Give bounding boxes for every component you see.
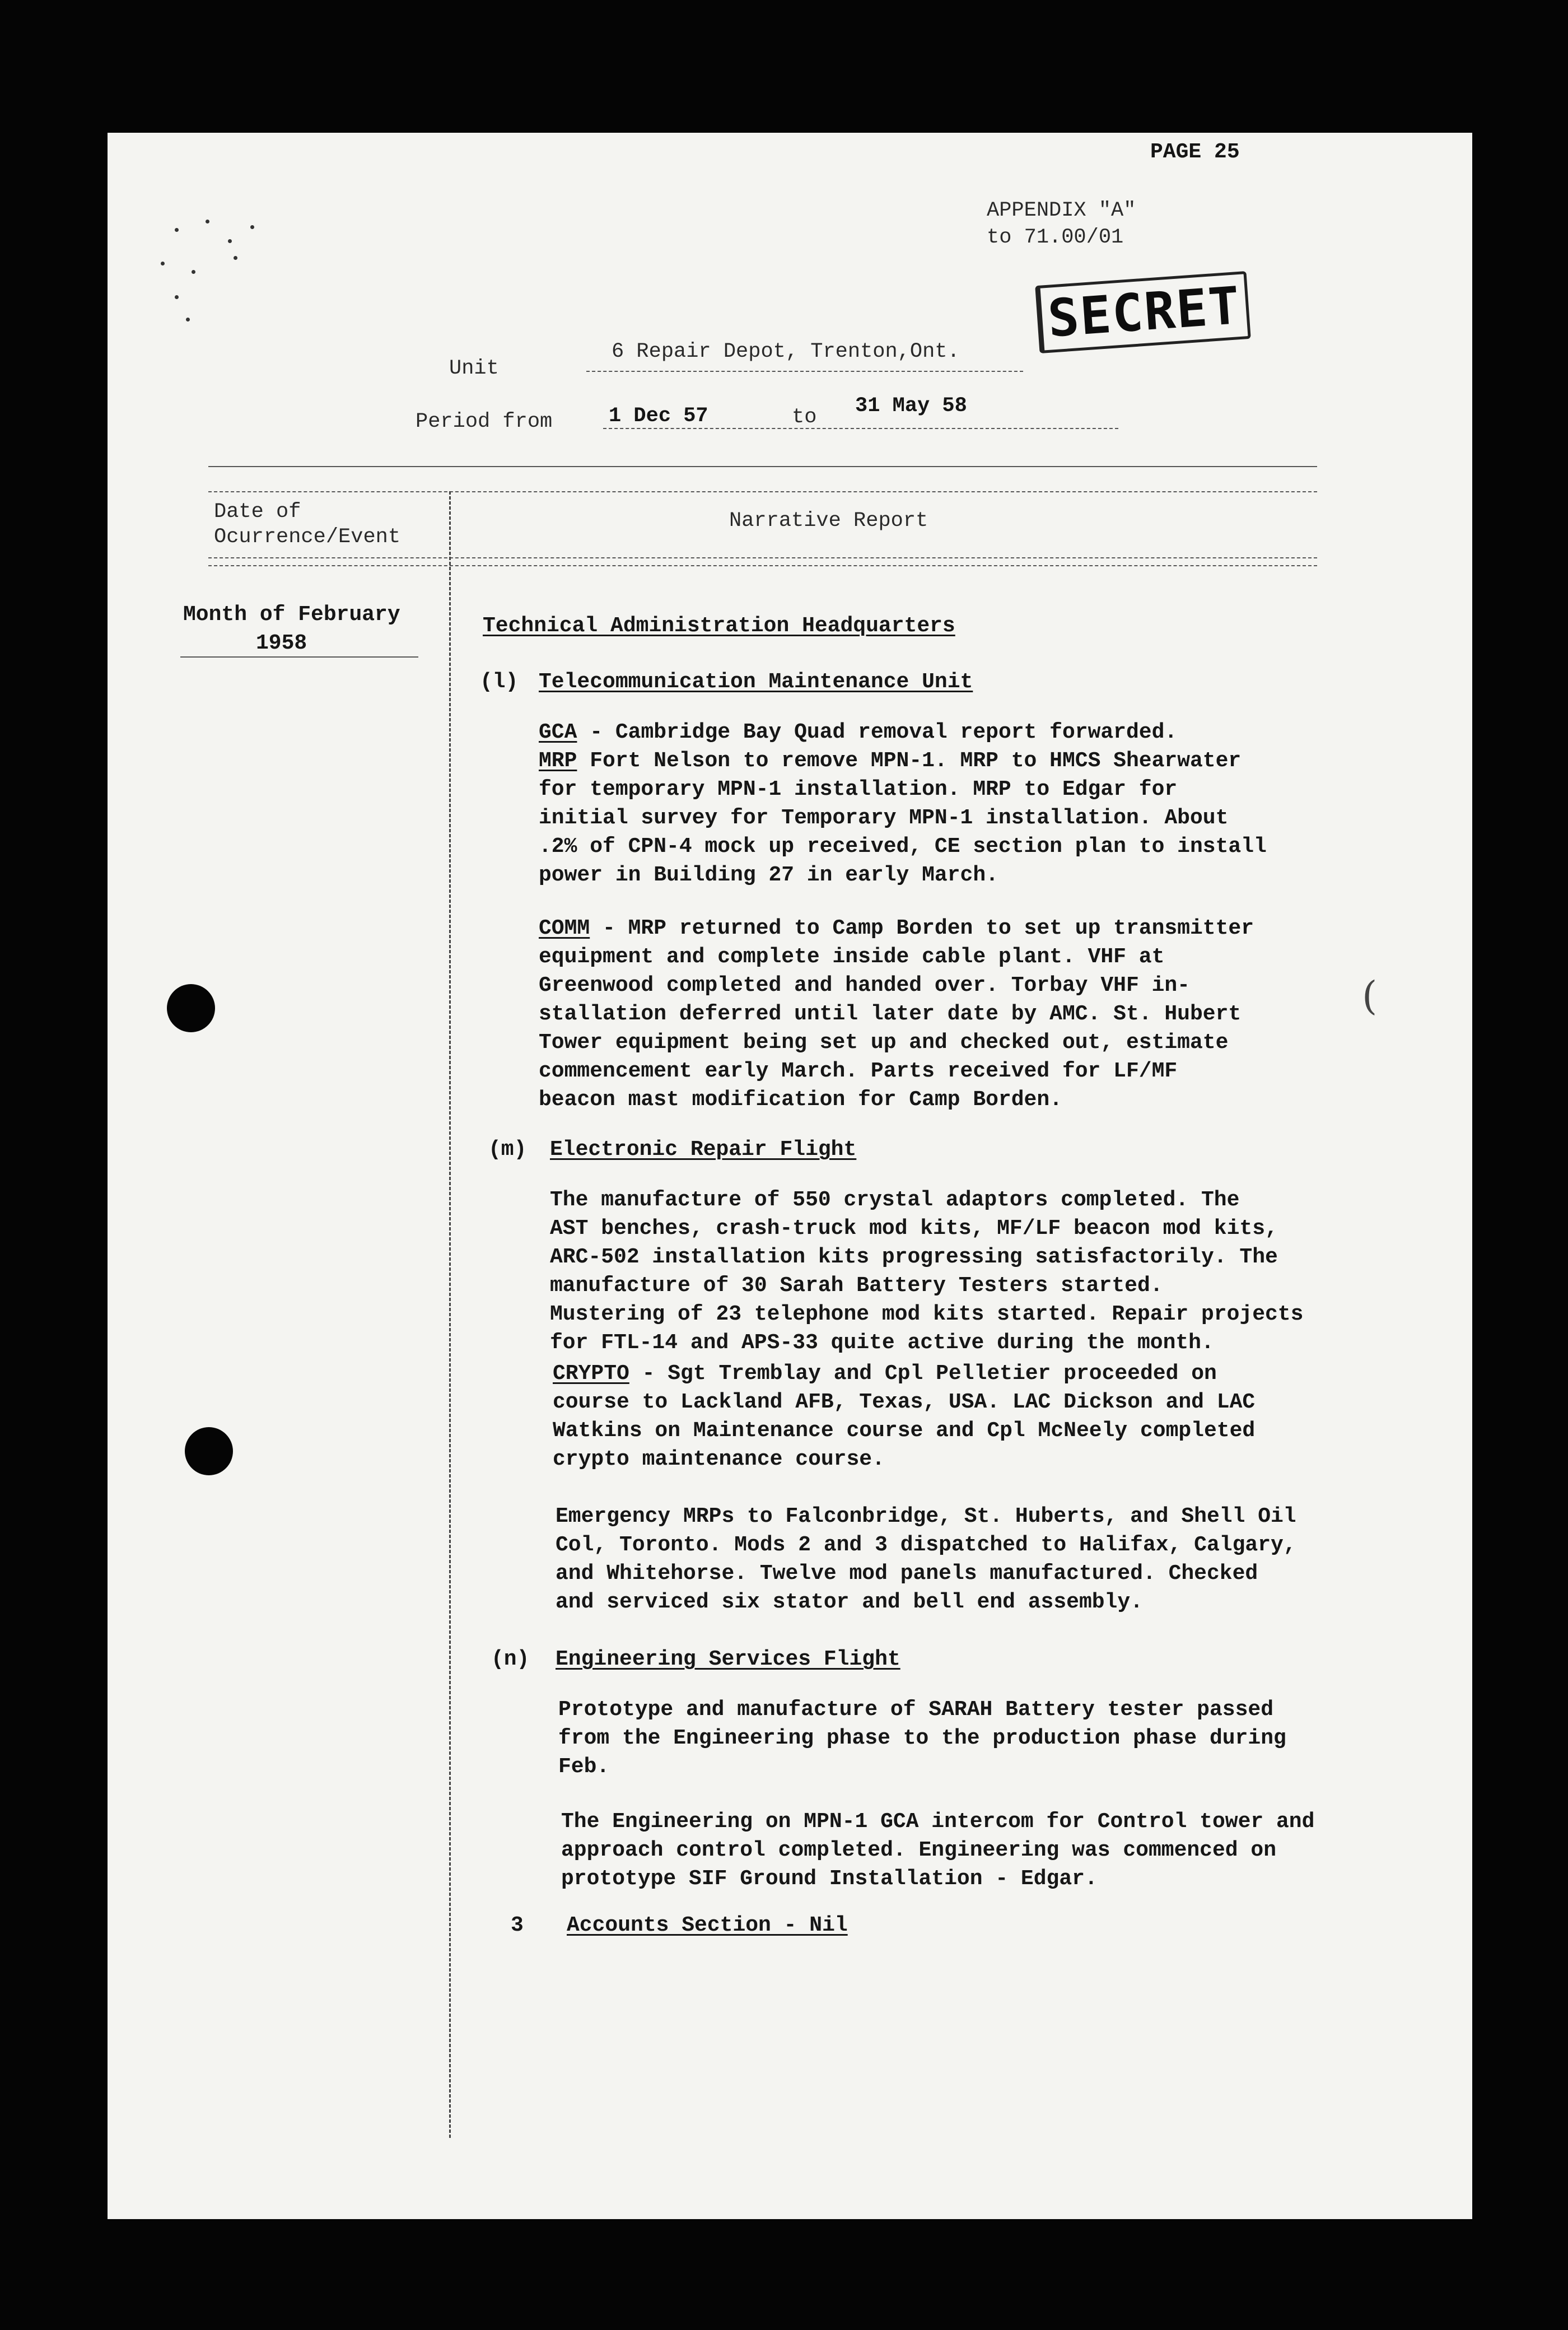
ink-speck — [250, 225, 254, 229]
section-l-marker: (l) — [480, 670, 519, 694]
section-n-marker: (n) — [491, 1647, 530, 1671]
margin-pencil-mark: ( — [1362, 973, 1378, 1019]
column-header-rule-bottom — [208, 557, 1317, 558]
period-to-label: to — [792, 406, 817, 429]
unit-label: Unit — [449, 357, 499, 380]
period-label: Period from — [416, 410, 553, 434]
document-page — [108, 133, 1472, 2219]
section-n-paragraph-2: The Engineering on MPN-1 GCA intercom for Control tower and approach control completed. Engineering was commenced on prototype SIF Ground Installation - Edgar. — [561, 1810, 1315, 1891]
section-m-title: Electronic Repair Flight — [550, 1138, 857, 1162]
column-date-header: Date of Ocurrence/Event — [214, 500, 401, 549]
period-underline — [603, 428, 1118, 429]
column-narrative-header: Narrative Report — [729, 509, 928, 533]
ink-speck — [186, 318, 190, 321]
page-number: PAGE 25 — [1150, 140, 1240, 164]
section-m-paragraph-3: Emergency MRPs to Falconbridge, St. Huberts, and Shell Oil Col, Toronto. Mods 2 and 3 dispatched to Halifax, Calgary, and Whitehorse. Twelve mod panels manufactured. Checked and serviced six stator and bell end assembly. — [556, 1504, 1296, 1614]
ink-speck — [175, 295, 179, 299]
period-from-value: 1 Dec 57 — [609, 404, 708, 428]
section-m-paragraph-2: CRYPTO - Sgt Tremblay and Cpl Pelletier proceeded on course to Lackland AFB, Texas, USA. LAC Dickson and LAC Watkins on Maintenance course and Cpl McNeely completed crypto maintenance course. — [553, 1362, 1256, 1471]
main-heading: Technical Administration Headquarters — [483, 614, 955, 638]
section-l-paragraph-1: GCA - Cambridge Bay Quad removal report forwarded. MRP Fort Nelson to remove MPN-1. MRP to HMCS Shearwater for temporary MPN-1 installation. MRP to Edgar for initial survey for Temporary MPN-1 installation. About .2% of CPN-4 mock up received, CE section plan to install power in Building 27 in early March. — [539, 720, 1267, 887]
ink-speck — [206, 220, 209, 223]
column-header-rule-bottom-2 — [208, 565, 1317, 566]
column-header-rule-top — [208, 491, 1317, 492]
ink-speck — [192, 270, 195, 274]
secret-stamp: SECRET — [1035, 271, 1251, 353]
header-rule — [208, 466, 1317, 467]
section-l-title: Telecommunication Maintenance Unit — [539, 670, 973, 694]
column-divider — [449, 491, 451, 2138]
section-3-marker: 3 — [511, 1913, 524, 1937]
date-entry-rule — [180, 656, 418, 658]
punch-hole-bottom — [185, 1427, 233, 1475]
appendix-reference: APPENDIX "A" to 71.00/01 — [987, 199, 1136, 249]
unit-underline — [586, 371, 1023, 372]
section-l-paragraph-2: COMM - MRP returned to Camp Borden to set up transmitter equipment and complete inside cable plant. VHF at Greenwood completed and handed over. Torbay VHF in- stallation deferred until later date by AMC. St. Hubert Tower equipment being set up and checked out, estimate commencement early March. Parts received for LF/MF beacon mast modification for Camp Borden. — [539, 916, 1254, 1112]
period-to-value: 31 May 58 — [855, 394, 967, 418]
section-n-paragraph-1: Prototype and manufacture of SARAH Battery tester passed from the Engineering phase to the production phase during Feb. — [558, 1698, 1286, 1779]
unit-value: 6 Repair Depot, Trenton,Ont. — [612, 340, 960, 364]
date-entry: Month of February 1958 — [183, 603, 400, 655]
punch-hole-top — [167, 984, 215, 1032]
ink-speck — [175, 228, 179, 232]
section-3-title: Accounts Section - Nil — [567, 1913, 848, 1937]
section-n-title: Engineering Services Flight — [556, 1647, 900, 1671]
section-m-marker: (m) — [488, 1138, 527, 1162]
ink-speck — [161, 262, 165, 265]
ink-speck — [234, 256, 237, 260]
ink-speck — [228, 239, 232, 243]
section-m-paragraph-1: The manufacture of 550 crystal adaptors completed. The AST benches, crash-truck mod kits, MF/LF beacon mod kits, ARC-502 installation kits progressing satisfactorily. The manufacture of 30 Sarah Battery Testers started. Mustering of 23 telephone mod kits started. Repair projects for FTL-14 and APS-33 quite active during the month. — [550, 1188, 1304, 1355]
